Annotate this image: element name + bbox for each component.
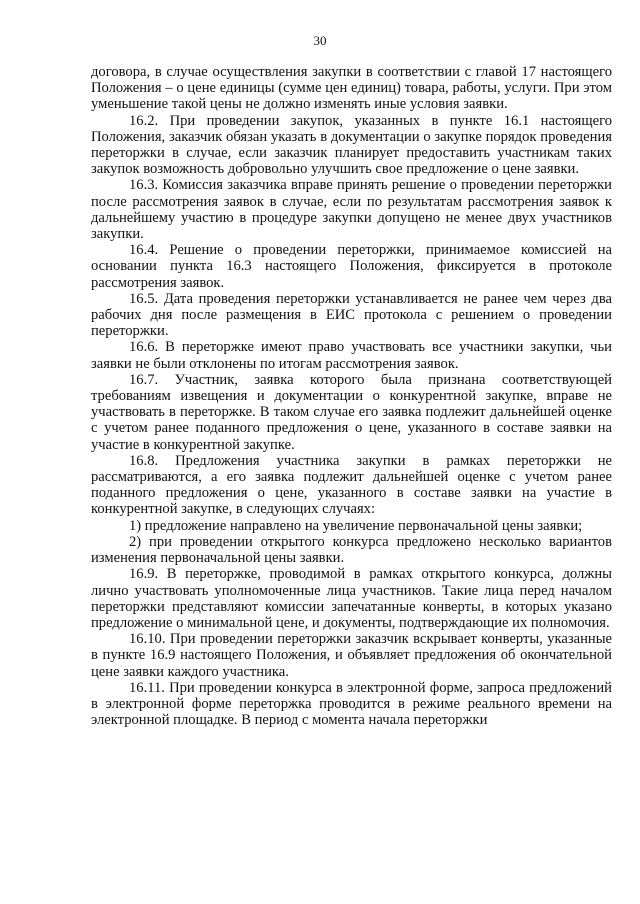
paragraph-16-6: 16.6. В переторжке имеют право участвовать все участники закупки, чьи заявки не были отклонены по итогам рассмотрения заявок. xyxy=(91,339,612,372)
paragraph-16-8: 16.8. Предложения участника закупки в рамках переторжки не рассматриваются, а его заявка подлежит дальнейшей оценке с учетом ранее поданного предложения о цене, указанного в составе заявки на участие в конкурентной закупке, в следующих случаях: xyxy=(91,452,612,518)
paragraph-16-9: 16.9. В переторжке, проводимой в рамках открытого конкурса, должны лично участвовать уполномоченные лица участников. Такие лица перед началом переторжки представляют комиссии запечатанные конверты, в которых указано предложение о минимальной цене, и документы, подтверждающие их полномочия. xyxy=(91,566,612,631)
paragraph-16-5: 16.5. Дата проведения переторжки устанавливается не ранее чем через два рабочих дня после размещения в ЕИС протокола с решением о проведении переторжки. xyxy=(91,290,612,340)
paragraph-16-2: 16.2. При проведении закупок, указанных в пункте 16.1 настоящего Положения, заказчик обязан указать в документации о закупке порядок проведения переторжки в случае, если заказчик планирует предоставить участникам таких закупок возможность добровольно улучшить свое предложение о цене заявки. xyxy=(91,112,612,178)
list-item-2: 2) при проведении открытого конкурса предложено несколько вариантов изменения первоначальной цены заявки. xyxy=(91,533,612,567)
paragraph-16-11: 16.11. При проведении конкурса в электронной форме, запроса предложений в электронной форме переторжка проводится в режиме реального времени на электронной площадке. В период с момента начала переторжки xyxy=(91,679,612,729)
paragraph-continuation: договора, в случае осуществления закупки в соответствии с главой 17 настоящего Положения – о цене единицы (сумме цен единиц) товара, работы, услуги. При этом уменьшение такой цены не должно изменять иные условия заявки. xyxy=(91,64,612,113)
page-number: 30 xyxy=(313,33,327,48)
paragraph-16-4: 16.4. Решение о проведении переторжки, принимаемое комиссией на основании пункта 16.3 настоящего Положения, фиксируется в протоколе рассмотрения заявок. xyxy=(91,242,612,291)
list-item-1: 1) предложение направлено на увеличение первоначальной цены заявки; xyxy=(129,517,583,534)
paragraph-16-7: 16.7. Участник, заявка которого была признана соответствующей требованиям извещения и документации о конкурентной закупке, вправе не участвовать в переторжке. В таком случае его заявка подлежит дальнейшей оценке с учетом ранее поданного предложения о цене, указанного в составе заявки на участие в конкурентной закупке. xyxy=(91,371,612,453)
document-body xyxy=(91,64,612,728)
paragraph-16-10: 16.10. При проведении переторжки заказчик вскрывает конверты, указанные в пункте 16.9 настоящего Положения, и объявляет предложения об окончательной цене заявки каждого участника. xyxy=(91,631,612,680)
paragraph-16-3: 16.3. Комиссия заказчика вправе принять решение о проведении переторжки после рассмотрения заявок в случае, если по результатам рассмотрения заявок к дальнейшему участию в процедуре закупки допущено не менее двух участников закупки. xyxy=(91,177,612,243)
